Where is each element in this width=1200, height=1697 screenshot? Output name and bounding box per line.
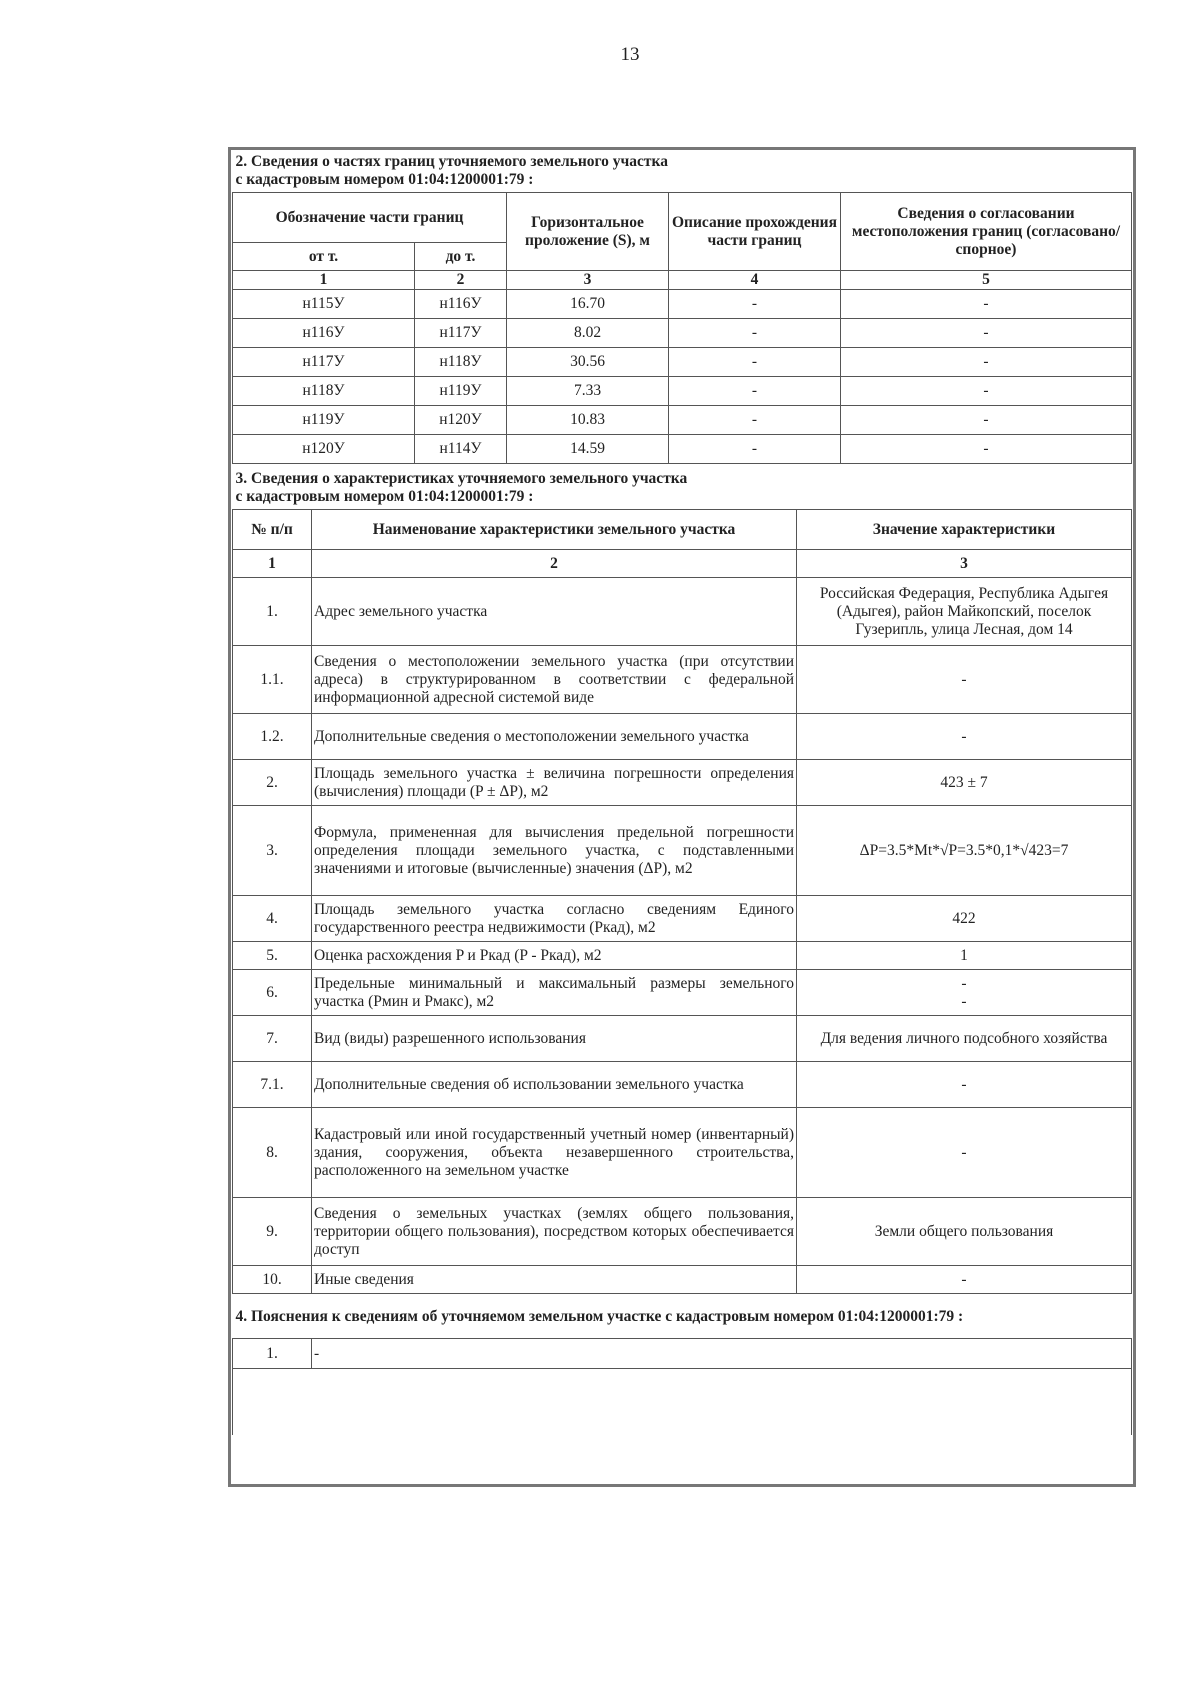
cell-to: н114У (415, 435, 507, 464)
cell-num: 5. (233, 942, 312, 970)
cell-name: Иные сведения (312, 1266, 797, 1294)
table-row (233, 406, 1132, 435)
cell-from: н115У (233, 290, 415, 319)
section3-table (232, 464, 1132, 1294)
cell-name: Дополнительные сведения об использовании земельного участка (312, 1062, 797, 1108)
cell-value: 422 (797, 896, 1132, 942)
cell-desc: - (669, 406, 841, 435)
col-number: 4 (669, 271, 841, 290)
cell-s: 8.02 (507, 319, 669, 348)
cell-value: Российская Федерация, Республика Адыгея (Адыгея), район Майкопский, поселок Гузерипль, улица Лесная, дом 14 (797, 578, 1132, 646)
cell-value: ΔP=3.5*Mt*√P=3.5*0,1*√423=7 (797, 806, 1132, 896)
cell-num: 6. (233, 970, 312, 1016)
table-row (233, 1339, 1132, 1369)
section4-title: 4. Пояснения к сведениям об уточняемом земельном участке с кадастровым номером 01:04:1200001:79 : (233, 1294, 1132, 1339)
cell-name: Формула, примененная для вычисления предельной погрешности определения площади земельного участка, с подставленными значениями и итоговые (вычисленные) значения (ΔP), м2 (312, 806, 797, 896)
cell-from: н117У (233, 348, 415, 377)
table-row (233, 760, 1132, 806)
cell-num: 1.1. (233, 646, 312, 714)
table-row (233, 646, 1132, 714)
header-name: Наименование характеристики земельного участка (312, 510, 797, 550)
cell-num: 4. (233, 896, 312, 942)
cell-to: н120У (415, 406, 507, 435)
cell-name: Адрес земельного участка (312, 578, 797, 646)
cell-from: н120У (233, 435, 415, 464)
header-num: № п/п (233, 510, 312, 550)
cell-num: 7. (233, 1016, 312, 1062)
cell-s: 7.33 (507, 377, 669, 406)
cell-value: - (797, 1062, 1132, 1108)
cell-s: 10.83 (507, 406, 669, 435)
cell-num: 8. (233, 1108, 312, 1198)
cell-desc: - (669, 319, 841, 348)
cell-s: 16.70 (507, 290, 669, 319)
cell-num: 9. (233, 1198, 312, 1266)
col-number: 1 (233, 271, 415, 290)
cell-s: 30.56 (507, 348, 669, 377)
section2-title (233, 151, 1132, 193)
cell-value: - (797, 1266, 1132, 1294)
table-row (233, 1062, 1132, 1108)
table-row (233, 377, 1132, 406)
cell-text: - (312, 1339, 1132, 1369)
cell-num: 2. (233, 760, 312, 806)
table-row (233, 806, 1132, 896)
section3-title (233, 464, 1132, 510)
table-row (233, 435, 1132, 464)
table-row (233, 896, 1132, 942)
col-number: 5 (841, 271, 1132, 290)
col-number: 1 (233, 550, 312, 578)
cell-num: 7.1. (233, 1062, 312, 1108)
cell-from: н119У (233, 406, 415, 435)
table-row (233, 1108, 1132, 1198)
cell-num: 10. (233, 1266, 312, 1294)
cell-value: Для ведения личного подсобного хозяйства (797, 1016, 1132, 1062)
cell-name: Предельные минимальный и максимальный размеры земельного участка (Pмин и Pмакс), м2 (312, 970, 797, 1016)
table-row (233, 290, 1132, 319)
cell-num: 1. (233, 578, 312, 646)
cell-value-max: - (961, 992, 967, 1010)
cell-value: - (797, 646, 1132, 714)
cell-value: 423 ± 7 (797, 760, 1132, 806)
table-row (233, 578, 1132, 646)
col-number: 2 (312, 550, 797, 578)
cell-to: н116У (415, 290, 507, 319)
cell-desc: - (669, 377, 841, 406)
page-number: 13 (620, 44, 640, 65)
table-row (233, 1198, 1132, 1266)
table-row (233, 348, 1132, 377)
header-part: Обозначение части границ (233, 193, 507, 243)
cell-name: Оценка расхождения P и Pкад (P - Pкад), м2 (312, 942, 797, 970)
cell-name: Сведения о местоположении земельного участка (при отсутствии адреса) в структурированном в соответствии с федеральной информационной адресной системой виде (312, 646, 797, 714)
cell-desc: - (669, 435, 841, 464)
cell-desc: - (669, 290, 841, 319)
section3-title-line1: 3. Сведения о характеристиках уточняемого земельного участка (235, 470, 688, 487)
cell-value: - (797, 714, 1132, 760)
document-frame (228, 147, 1136, 1487)
section2-title-line2: с кадастровым номером 01:04:1200001:79 : (235, 171, 534, 188)
col-number: 2 (415, 271, 507, 290)
cell-name: Дополнительные сведения о местоположении земельного участка (312, 714, 797, 760)
cell-num: 3. (233, 806, 312, 896)
cell-desc: - (669, 348, 841, 377)
empty-row (233, 1369, 1132, 1435)
section4-table (232, 1294, 1132, 1435)
cell-value (797, 970, 1132, 1016)
header-horizontal: Горизонтальное проложение (S), м (507, 193, 669, 271)
cell-from: н118У (233, 377, 415, 406)
cell-value: 1 (797, 942, 1132, 970)
cell-name: Площадь земельного участка согласно сведениям Единого государственного реестра недвижимости (Pкад), м2 (312, 896, 797, 942)
cell-num: 1. (233, 1339, 312, 1369)
cell-value: - (797, 1108, 1132, 1198)
section2-table (232, 151, 1132, 464)
table-row (233, 714, 1132, 760)
cell-name: Кадастровый или иной государственный учетный номер (инвентарный) здания, сооружения, объекта незавершенного строительства, расположенного на земельном участке (312, 1108, 797, 1198)
table-row (233, 319, 1132, 348)
header-value: Значение характеристики (797, 510, 1132, 550)
cell-s: 14.59 (507, 435, 669, 464)
cell-to: н119У (415, 377, 507, 406)
cell-from: н116У (233, 319, 415, 348)
col-number: 3 (507, 271, 669, 290)
header-description: Описание прохождения части границ (669, 193, 841, 271)
cell-agree: - (841, 377, 1132, 406)
cell-name: Сведения о земельных участках (землях общего пользования, территории общего пользования), посредством которых обеспечивается доступ (312, 1198, 797, 1266)
header-to: до т. (415, 243, 507, 271)
table-row (233, 1266, 1132, 1294)
cell-agree: - (841, 290, 1132, 319)
section3-title-line2: с кадастровым номером 01:04:1200001:79 : (235, 488, 534, 505)
cell-to: н117У (415, 319, 507, 348)
header-from: от т. (233, 243, 415, 271)
cell-name: Вид (виды) разрешенного использования (312, 1016, 797, 1062)
cell-agree: - (841, 406, 1132, 435)
cell-value-min: - (961, 974, 967, 992)
header-agreement: Сведения о согласовании местоположения границ (согласовано/спорное) (841, 193, 1132, 271)
cell-agree: - (841, 319, 1132, 348)
empty-cell (233, 1369, 1132, 1435)
cell-value: Земли общего пользования (797, 1198, 1132, 1266)
cell-agree: - (841, 435, 1132, 464)
table-row (233, 1016, 1132, 1062)
cell-num: 1.2. (233, 714, 312, 760)
cell-agree: - (841, 348, 1132, 377)
section2-title-line1: 2. Сведения о частях границ уточняемого земельного участка (235, 153, 668, 170)
cell-to: н118У (415, 348, 507, 377)
table-row (233, 970, 1132, 1016)
cell-name: Площадь земельного участка ± величина погрешности определения (вычисления) площади (P ± ΔP), м2 (312, 760, 797, 806)
table-row (233, 942, 1132, 970)
col-number: 3 (797, 550, 1132, 578)
